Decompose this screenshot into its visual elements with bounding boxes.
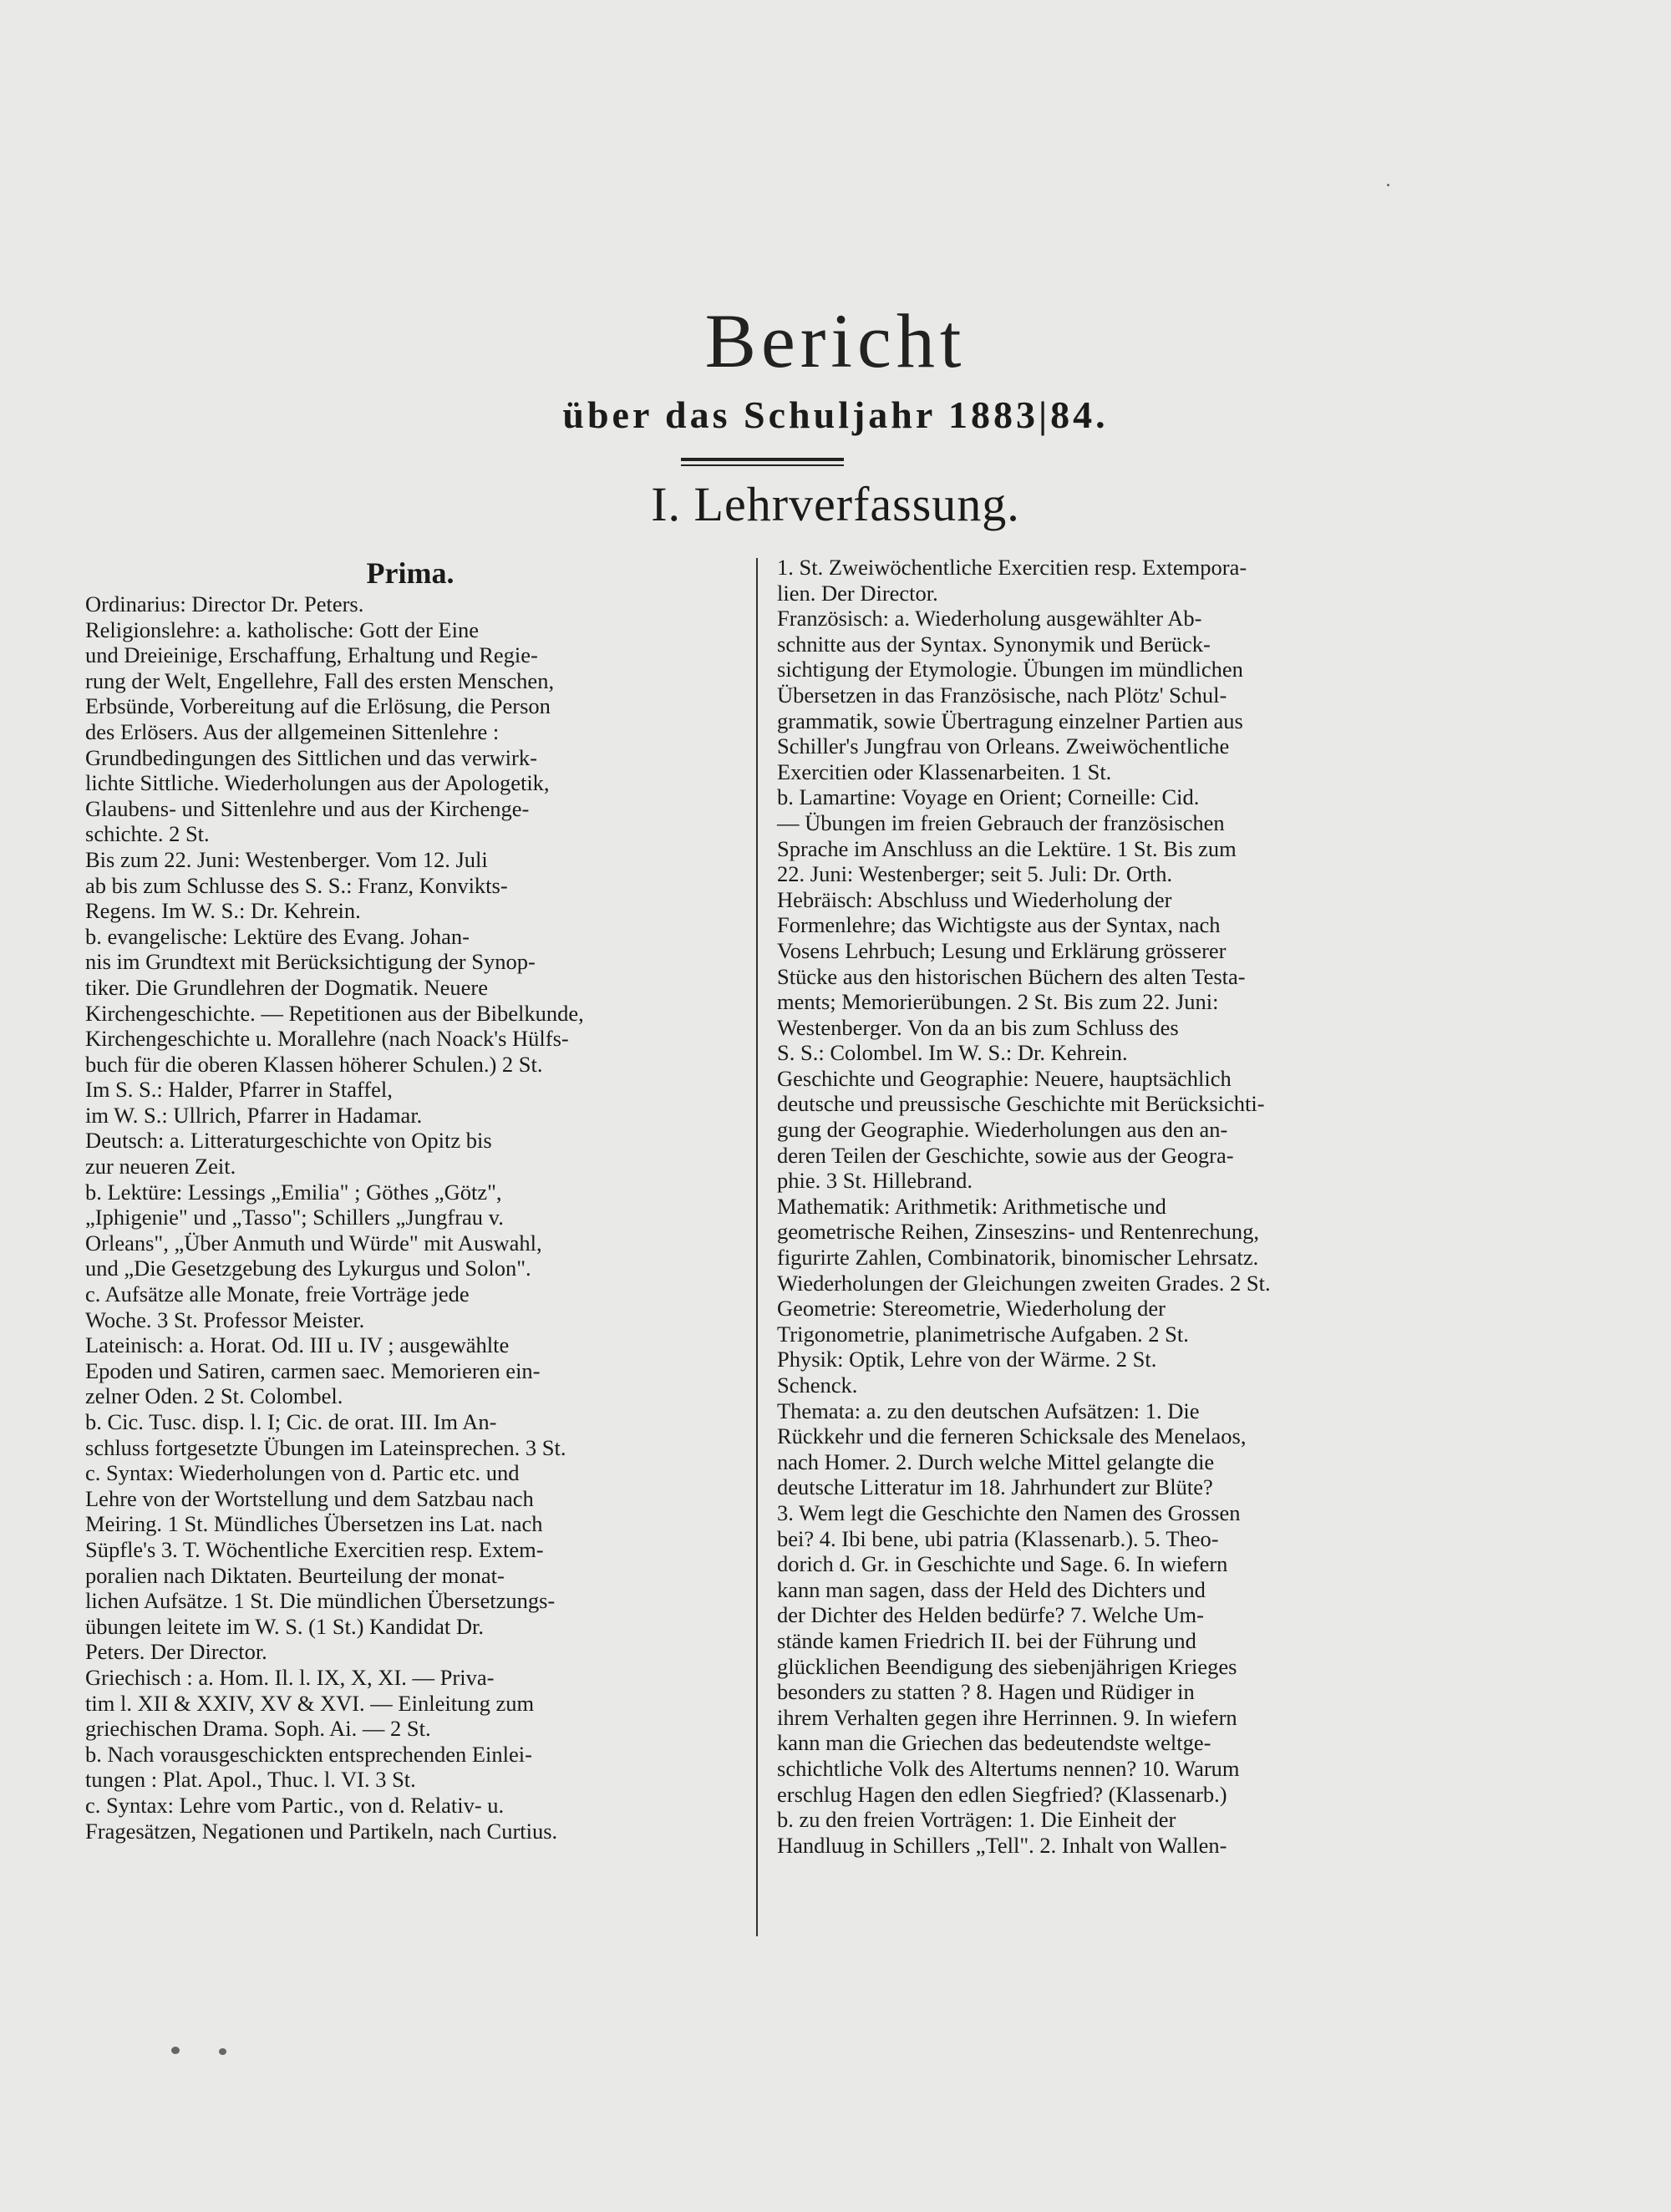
- text-line: tim l. XII & XXIV, XV & XVI. — Einleitung zum: [85, 1690, 535, 1716]
- text-line: b. evangelische: Lektüre des Evang. Johan-: [85, 923, 470, 949]
- text-line: sichtigung der Etymologie. Übungen im mündlichen: [777, 657, 1243, 682]
- text-line: Ordinarius: Director Dr. Peters.: [85, 591, 364, 616]
- text-line: griechischen Drama. Soph. Ai. — 2 St.: [85, 1716, 431, 1742]
- text-line: Geometrie: Stereometrie, Wiederholung der: [777, 1296, 1166, 1322]
- left-column-lines: [85, 591, 735, 1844]
- text-line: Übersetzen in das Französische, nach Plötz' Schul-: [777, 682, 1227, 708]
- text-line: ments; Memorierübungen. 2 St. Bis zum 22. Juni:: [777, 989, 1219, 1015]
- text-line: b. Nach vorausgeschickten entsprechenden Einlei-: [85, 1741, 532, 1767]
- text-line: Exercitien oder Klassenarbeiten. 1 St.: [777, 758, 1112, 784]
- paper-speck: [171, 2047, 180, 2054]
- text-line: schichtliche Volk des Altertums nennen? 10. Warum: [777, 1755, 1240, 1781]
- text-line: und „Die Gesetzgebung des Lykurgus und Solon".: [85, 1256, 531, 1281]
- text-line: figurirte Zahlen, Combinatorik, binomischer Lehrsatz.: [777, 1245, 1259, 1271]
- text-line: „Iphigenie" und „Tasso"; Schillers „Jungfrau v.: [85, 1205, 504, 1230]
- text-line: Westenberger. Von da an bis zum Schluss des: [777, 1014, 1179, 1040]
- text-line: Im S. S.: Halder, Pfarrer in Staffel,: [85, 1077, 393, 1103]
- text-line: Physik: Optik, Lehre von der Wärme. 2 St.: [777, 1347, 1157, 1372]
- paper-speck: [1387, 184, 1389, 186]
- title-rule: [681, 458, 844, 461]
- text-line: schnitte aus der Syntax. Synonymik und Berück-: [777, 631, 1211, 657]
- text-line: b. Lamartine: Voyage en Orient; Corneille: Cid.: [777, 784, 1200, 810]
- text-line: zelner Oden. 2 St. Colombel.: [85, 1383, 343, 1409]
- text-line: tiker. Die Grundlehren der Dogmatik. Neuere: [85, 974, 488, 1000]
- paper-speck: [219, 2048, 226, 2055]
- text-line: grammatik, sowie Übertragung einzelner Partien aus: [777, 708, 1243, 733]
- text-line: tungen : Plat. Apol., Thuc. l. VI. 3 St.: [85, 1767, 416, 1793]
- text-line: Rückkehr und die ferneren Schicksale des Menelaos,: [777, 1423, 1247, 1449]
- text-line: Orleans", „Über Anmuth und Würde" mit Auswahl,: [85, 1230, 542, 1256]
- text-line: Fragesätzen, Negationen und Partikeln, nach Curtius.: [85, 1818, 558, 1844]
- text-line: deutsche und preussische Geschichte mit Berücksichti-: [777, 1091, 1265, 1117]
- text-line: lichte Sittliche. Wiederholungen aus der Apologetik,: [85, 770, 550, 796]
- text-line: Lateinisch: a. Horat. Od. III u. IV ; ausgewählte: [85, 1332, 510, 1358]
- text-line: im W. S.: Ullrich, Pfarrer in Hadamar.: [85, 1102, 423, 1128]
- text-line: Glaubens- und Sittenlehre und aus der Kirchenge-: [85, 795, 530, 821]
- text-line: ab bis zum Schlusse des S. S.: Franz, Konvikts-: [85, 872, 508, 898]
- text-line: Religionslehre: a. katholische: Gott der Eine: [85, 616, 479, 642]
- text-line: Deutsch: a. Litteraturgeschichte von Opitz bis: [85, 1128, 492, 1154]
- text-line: Formenlehre; das Wichtigste aus der Syntax, nach: [777, 912, 1221, 938]
- text-line: 3. Wem legt die Geschichte den Namen des Grossen: [777, 1499, 1241, 1525]
- text-line: erschlug Hagen den edlen Siegfried? (Klassenarb.): [777, 1781, 1227, 1807]
- text-line: Sprache im Anschluss an die Lektüre. 1 St. Bis zum: [777, 835, 1237, 861]
- text-line: Trigonometrie, planimetrische Aufgaben. 2 St.: [777, 1321, 1189, 1347]
- text-line: Hebräisch: Abschluss und Wiederholung der: [777, 886, 1172, 912]
- text-line: Kirchengeschichte u. Morallehre (nach Noack's Hülfs-: [85, 1026, 569, 1052]
- text-line: ihrem Verhalten gegen ihre Herrinnen. 9. In wiefern: [777, 1704, 1237, 1730]
- text-line: Grundbedingungen des Sittlichen und das verwirk-: [85, 744, 537, 770]
- text-line: schluss fortgesetzte Übungen im Lateinsprechen. 3 St.: [85, 1434, 566, 1460]
- text-line: gung der Geographie. Wiederholungen aus den an-: [777, 1117, 1228, 1143]
- text-line: Themata: a. zu den deutschen Aufsätzen: 1. Die: [777, 1398, 1200, 1423]
- text-line: Stücke aus den historischen Büchern des alten Testa-: [777, 963, 1246, 989]
- text-line: Woche. 3 St. Professor Meister.: [85, 1306, 365, 1332]
- text-line: Bis zum 22. Juni: Westenberger. Vom 12. Juli: [85, 846, 488, 872]
- text-line: übungen leitete im W. S. (1 St.) Kandidat Dr.: [85, 1613, 484, 1639]
- text-line: lien. Der Director.: [777, 580, 938, 606]
- text-line: Lehre von der Wortstellung und dem Satzbau nach: [85, 1485, 534, 1511]
- right-column-lines: [777, 555, 1419, 1858]
- text-line: deren Teilen der Geschichte, sowie aus der Geogra-: [777, 1142, 1234, 1168]
- text-line: kann man sagen, dass der Held des Dichters und: [777, 1576, 1206, 1602]
- text-line: geometrische Reihen, Zinseszins- und Rentenrechung,: [777, 1219, 1259, 1245]
- title-rule-thin: [681, 464, 844, 466]
- text-line: 22. Juni: Westenberger; seit 5. Juli: Dr. Orth.: [777, 861, 1173, 887]
- text-line: Schiller's Jungfrau von Orleans. Zweiwöchentliche: [777, 733, 1230, 759]
- text-line: Erbsünde, Vorbereitung auf die Erlösung, die Person: [85, 693, 551, 719]
- text-line: — Übungen im freien Gebrauch der französischen: [777, 809, 1225, 835]
- text-line: Wiederholungen der Gleichungen zweiten Grades. 2 St.: [777, 1270, 1271, 1296]
- text-line: b. zu den freien Vorträgen: 1. Die Einheit der: [777, 1807, 1176, 1833]
- text-line: buch für die oberen Klassen höherer Schulen.) 2 St.: [85, 1051, 543, 1077]
- text-line: Regens. Im W. S.: Dr. Kehrein.: [85, 898, 361, 924]
- text-line: Geschichte und Geographie: Neuere, hauptsächlich: [777, 1065, 1232, 1091]
- text-line: glücklichen Beendigung des siebenjährigen Krieges: [777, 1653, 1237, 1679]
- text-line: Griechisch : a. Hom. Il. l. IX, X, XI. — Priva-: [85, 1664, 495, 1690]
- text-line: c. Syntax: Lehre vom Partic., von d. Relativ- u.: [85, 1792, 505, 1818]
- text-line: Vosens Lehrbuch; Lesung und Erklärung grösserer: [777, 937, 1227, 963]
- section-heading: I. Lehrverfassung.: [651, 477, 1020, 531]
- document-title: Bericht: [704, 298, 967, 383]
- text-line: poralien nach Diktaten. Beurteilung der monat-: [85, 1562, 505, 1588]
- right-column: [777, 555, 1419, 1858]
- text-line: c. Aufsätze alle Monate, freie Vorträge jede: [85, 1281, 470, 1307]
- text-line: zur neueren Zeit.: [85, 1154, 236, 1180]
- text-line: und Dreieinige, Erschaffung, Erhaltung und Regie-: [85, 642, 538, 668]
- text-line: b. Cic. Tusc. disp. l. I; Cic. de orat. III. Im An-: [85, 1409, 497, 1434]
- text-line: phie. 3 St. Hillebrand.: [777, 1168, 973, 1194]
- text-line: 1. St. Zweiwöchentliche Exercitien resp. Extempora-: [777, 555, 1247, 580]
- text-line: Peters. Der Director.: [85, 1639, 267, 1665]
- document-subtitle: über das Schuljahr 1883|84.: [562, 393, 1109, 436]
- text-line: dorich d. Gr. in Geschichte und Sage. 6. In wiefern: [777, 1551, 1228, 1577]
- text-line: Epoden und Satiren, carmen saec. Memorieren ein-: [85, 1357, 541, 1383]
- text-line: Süpfle's 3. T. Wöchentliche Exercitien resp. Extem-: [85, 1536, 544, 1562]
- text-line: nis im Grundtext mit Berücksichtigung der Synop-: [85, 949, 536, 975]
- text-line: kann man die Griechen das bedeutendste weltge-: [777, 1730, 1211, 1756]
- text-line: S. S.: Colombel. Im W. S.: Dr. Kehrein.: [777, 1040, 1128, 1066]
- left-column: [85, 555, 735, 1844]
- text-line: b. Lektüre: Lessings „Emilia" ; Göthes „Götz",: [85, 1179, 502, 1205]
- text-line: stände kamen Friedrich II. bei der Führung und: [777, 1627, 1196, 1653]
- text-line: schichte. 2 St.: [85, 821, 210, 847]
- text-line: Kirchengeschichte. — Repetitionen aus der Bibelkunde,: [85, 1000, 584, 1026]
- text-line: lichen Aufsätze. 1 St. Die mündlichen Übersetzungs-: [85, 1588, 556, 1614]
- text-line: Meiring. 1 St. Mündliches Übersetzen ins Lat. nach: [85, 1511, 543, 1537]
- column-divider: [756, 558, 758, 1936]
- text-line: bei? 4. Ibi bene, ubi patria (Klassenarb.). 5. Theo-: [777, 1525, 1219, 1551]
- text-line: Handluug in Schillers „Tell". 2. Inhalt von Wallen-: [777, 1832, 1227, 1858]
- text-line: des Erlösers. Aus der allgemeinen Sittenlehre :: [85, 718, 500, 744]
- text-line: nach Homer. 2. Durch welche Mittel gelangte die: [777, 1448, 1215, 1474]
- text-line: rung der Welt, Engellehre, Fall des ersten Menschen,: [85, 667, 555, 693]
- text-line: besonders zu statten ? 8. Hagen und Rüdiger in: [777, 1679, 1195, 1705]
- text-line: Schenck.: [777, 1372, 858, 1398]
- text-line: c. Syntax: Wiederholungen von d. Partic etc. und: [85, 1460, 520, 1486]
- text-line: deutsche Litteratur im 18. Jahrhundert zur Blüte?: [777, 1474, 1213, 1500]
- class-heading: Prima.: [366, 556, 455, 590]
- text-line: Französisch: a. Wiederholung ausgewählter Ab-: [777, 606, 1202, 632]
- text-line: Mathematik: Arithmetik: Arithmetische und: [777, 1193, 1166, 1219]
- text-line: der Dichter des Helden bedürfe? 7. Welche Um-: [777, 1602, 1204, 1628]
